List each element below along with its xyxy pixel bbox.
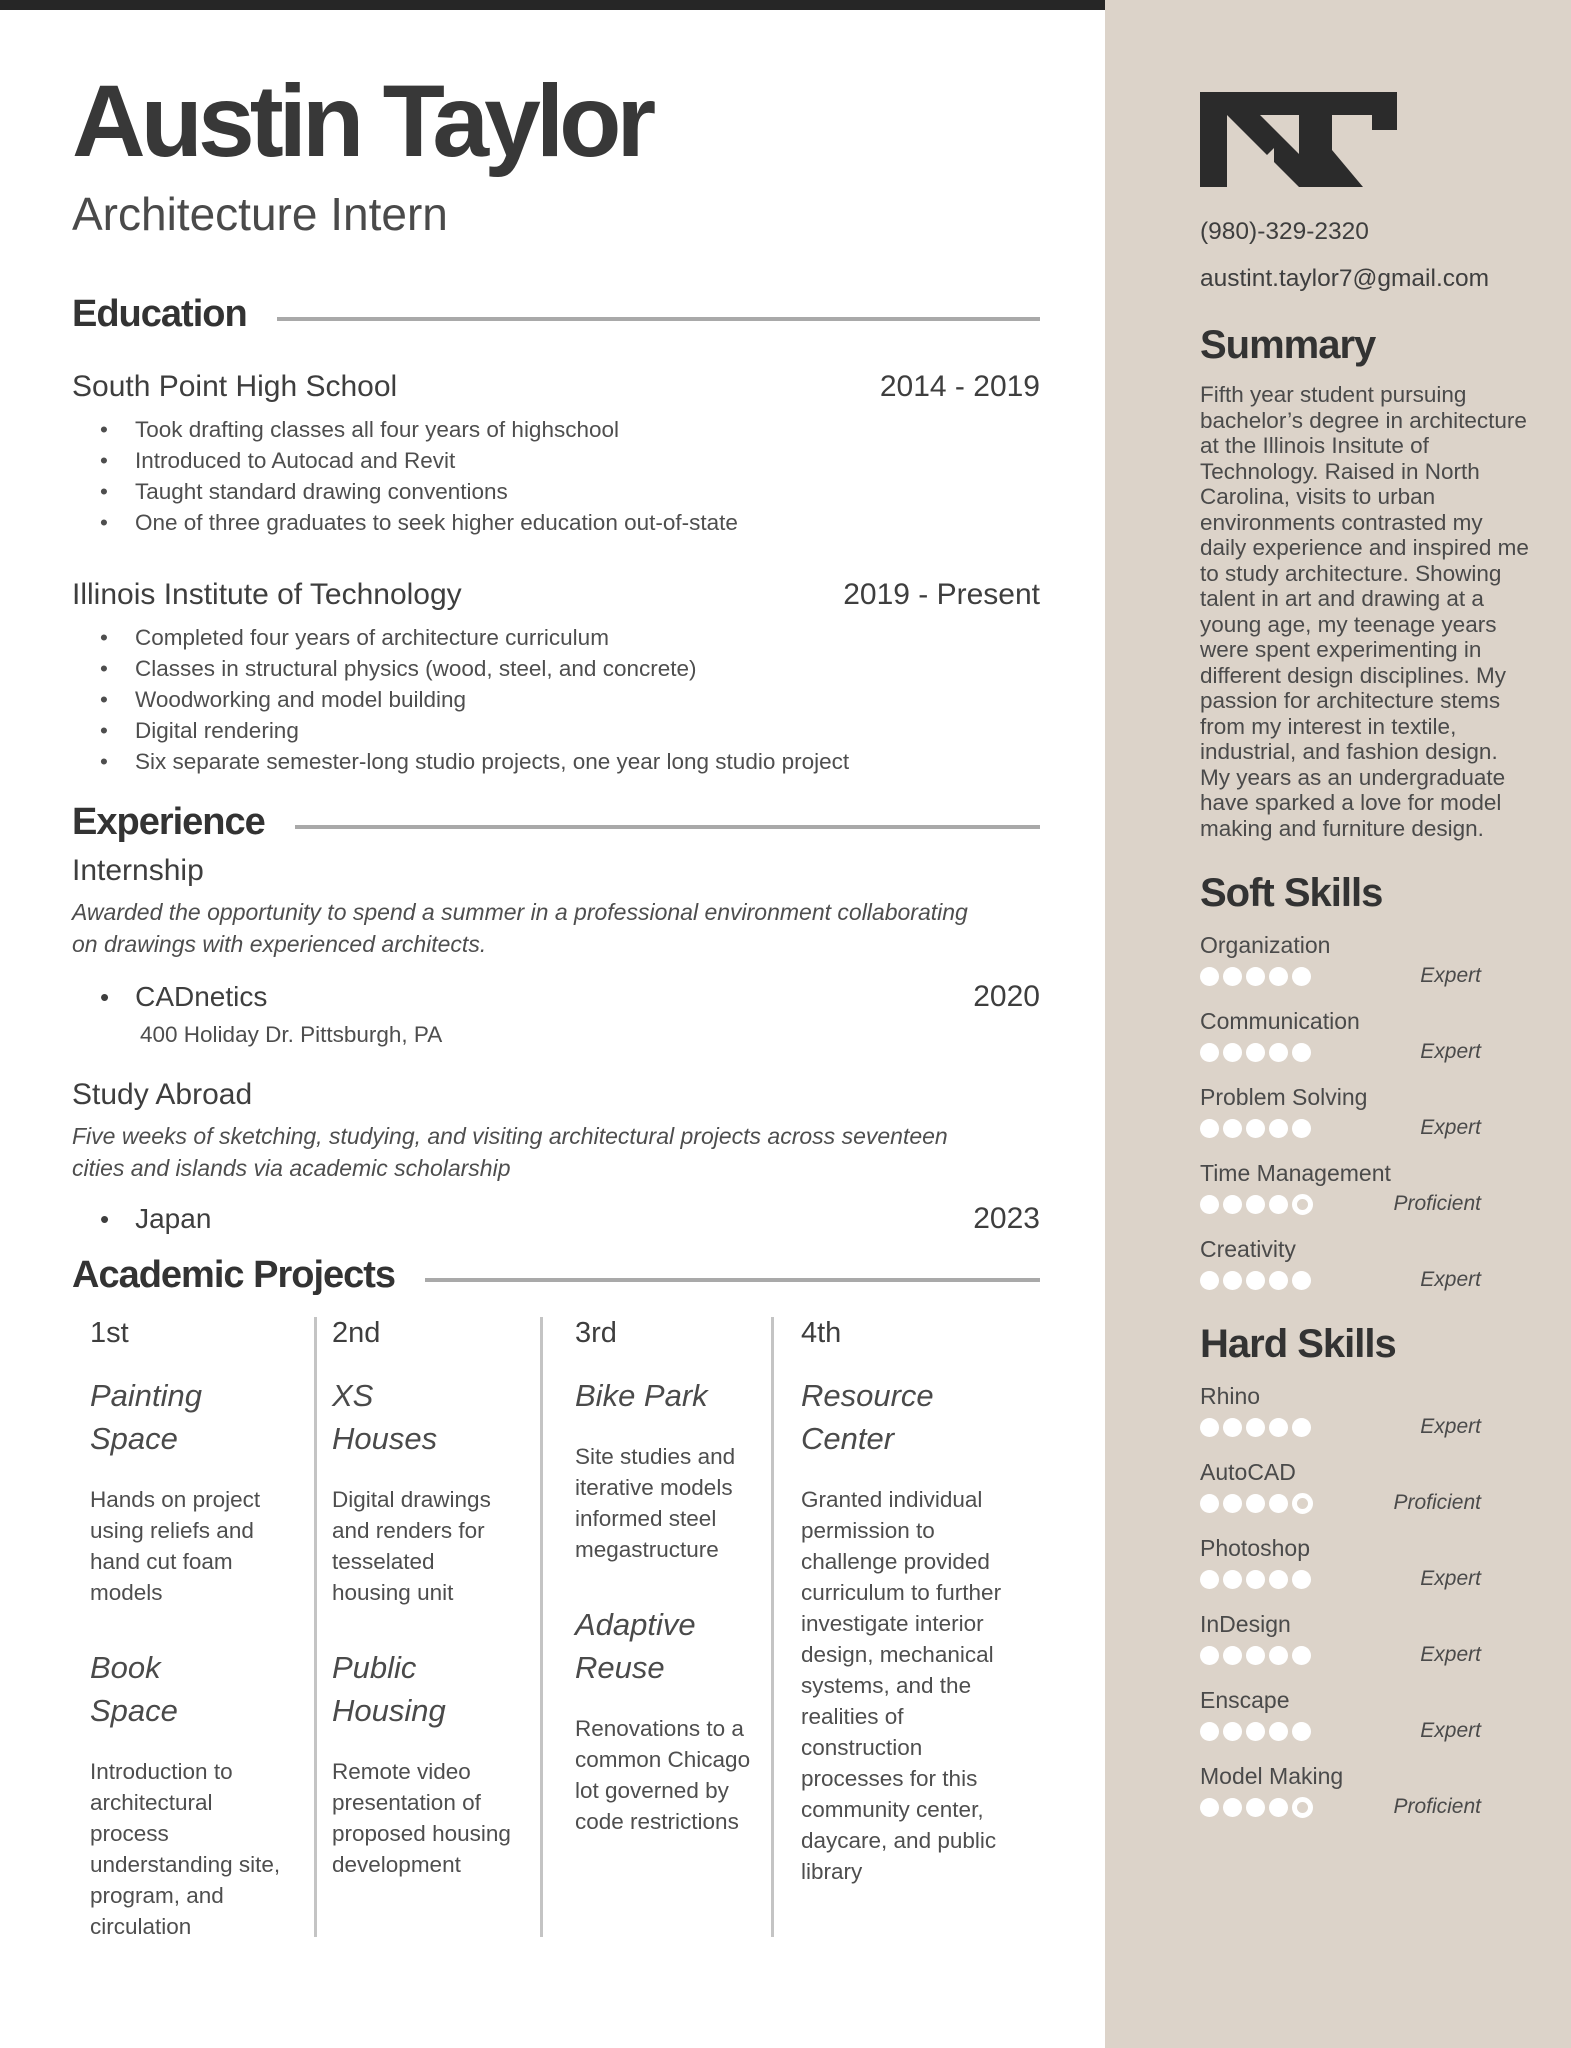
skill-name: AutoCAD xyxy=(1200,1459,1296,1485)
skill-level: Proficient xyxy=(1393,1491,1481,1514)
rating-dot-filled xyxy=(1223,1646,1242,1665)
experience-section xyxy=(72,801,1040,1236)
skill-item xyxy=(1200,1763,1531,1819)
at-monogram-logo xyxy=(1200,92,1400,188)
skill-dots xyxy=(1200,967,1315,986)
skill-item xyxy=(1200,932,1531,988)
rating-dot-filled xyxy=(1269,1494,1288,1513)
rating-dot-filled xyxy=(1200,1119,1219,1138)
education-bullet: • Introduced to Autocad and Revit xyxy=(72,445,1040,476)
rating-dot-filled xyxy=(1223,967,1242,986)
school-bullets xyxy=(72,414,1040,538)
experience-company-row xyxy=(72,1202,1040,1236)
project-column-3 xyxy=(543,1317,771,1957)
education-header xyxy=(72,293,1040,336)
summary-text: Fifth year student pursuing bachelor’s degree in architecture at the Illinois Insitute of Technology. Raised in North Carolina, visits to urban environments contrasted my daily experience and inspired me to study architecture. Showing talent in art and drawing at a young age, my teenage years were spent experimenting in different design disciplines. My passion for architecture stems from my interest in textile, industrial, and fashion design. My years as an undergraduate have sparked a love for model making and furniture design. xyxy=(1200,382,1529,841)
project-rank: 2nd xyxy=(332,1317,381,1350)
school-bullets xyxy=(72,622,1040,777)
project-columns xyxy=(72,1317,1040,1957)
skill-dots xyxy=(1200,1570,1315,1589)
skill-item xyxy=(1200,1084,1531,1140)
skill-meter xyxy=(1200,1116,1531,1140)
school-row xyxy=(72,370,1040,404)
experience-header xyxy=(72,801,1040,844)
skill-meter xyxy=(1200,964,1531,988)
rating-dot-filled xyxy=(1292,967,1311,986)
section-rule xyxy=(425,1278,1040,1282)
education-bullet: • Classes in structural physics (wood, steel, and concrete) xyxy=(72,653,1040,684)
rating-dot-filled xyxy=(1223,1418,1242,1437)
skill-dots xyxy=(1200,1194,1317,1215)
project-title: Public Housing xyxy=(332,1650,446,1729)
experience-summary: Awarded the opportunity to spend a summer in a professional environment collaborating on drawings with experienced architects. xyxy=(72,899,968,958)
project-description: Hands on project using reliefs and hand cut foam models xyxy=(90,1487,261,1606)
project-title: Resource Center xyxy=(801,1378,934,1457)
rating-dot-filled xyxy=(1269,1271,1288,1290)
skill-dots xyxy=(1200,1722,1315,1741)
rating-dot-filled xyxy=(1246,1195,1265,1214)
skill-level: Expert xyxy=(1420,1415,1481,1438)
rating-dot-filled xyxy=(1246,1570,1265,1589)
skill-name: Enscape xyxy=(1200,1687,1290,1713)
top-accent-bar xyxy=(0,0,1105,10)
rating-dot-filled xyxy=(1292,1570,1311,1589)
project-description: Renovations to a common Chicago lot governed by code restrictions xyxy=(575,1716,751,1835)
skill-level: Expert xyxy=(1420,1567,1481,1590)
skill-meter xyxy=(1200,1040,1531,1064)
skill-level: Proficient xyxy=(1393,1192,1481,1215)
rating-dot-filled xyxy=(1223,1043,1242,1062)
main-column xyxy=(0,10,1105,1957)
education-heading: Education xyxy=(72,293,247,336)
rating-dot-filled xyxy=(1200,1418,1219,1437)
rating-dot-filled xyxy=(1246,967,1265,986)
rating-dot-filled xyxy=(1246,1418,1265,1437)
skill-level: Expert xyxy=(1420,1116,1481,1139)
skill-level: Expert xyxy=(1420,1040,1481,1063)
section-rule xyxy=(295,825,1040,829)
company-name: CADnetics xyxy=(135,981,268,1013)
project-title: Adaptive Reuse xyxy=(575,1607,696,1686)
skill-item xyxy=(1200,1160,1531,1216)
education-bullet: • One of three graduates to seek higher education out-of-state xyxy=(72,507,1040,538)
project-description: Site studies and iterative models informed steel megastructure xyxy=(575,1444,736,1563)
academic-projects-heading: Academic Projects xyxy=(72,1254,396,1297)
skill-level: Expert xyxy=(1420,964,1481,987)
hard-skills-heading: Hard Skills xyxy=(1200,1322,1396,1366)
rating-dot-filled xyxy=(1200,1494,1219,1513)
summary-heading: Summary xyxy=(1200,323,1376,367)
bullet-marker: • xyxy=(100,982,110,1013)
email-address: austint.taylor7@gmail.com xyxy=(1200,265,1490,292)
skill-name: Rhino xyxy=(1200,1383,1261,1409)
school-name: Illinois Institute of Technology xyxy=(72,578,462,612)
rating-dot-filled xyxy=(1200,1195,1219,1214)
rating-dot-filled xyxy=(1223,1119,1242,1138)
phone-number: (980)-329-2320 xyxy=(1200,218,1369,245)
rating-dot-filled xyxy=(1269,1195,1288,1214)
project-description: Remote video presentation of proposed housing development xyxy=(332,1759,511,1878)
rating-dot-filled xyxy=(1246,1798,1265,1817)
education-bullet: • Taught standard drawing conventions xyxy=(72,476,1040,507)
rating-dot-filled xyxy=(1292,1722,1311,1741)
skill-dots xyxy=(1200,1119,1315,1138)
skill-dots xyxy=(1200,1797,1317,1818)
rating-dot-filled xyxy=(1292,1119,1311,1138)
rating-dot-filled xyxy=(1246,1271,1265,1290)
skill-dots xyxy=(1200,1271,1315,1290)
company-address: 400 Holiday Dr. Pittsburgh, PA xyxy=(140,1022,443,1048)
skill-level: Proficient xyxy=(1393,1795,1481,1818)
rating-dot-filled xyxy=(1269,1119,1288,1138)
job-title: Architecture Intern xyxy=(72,188,448,241)
project-rank: 4th xyxy=(801,1317,842,1350)
skill-level: Expert xyxy=(1420,1268,1481,1291)
rating-dot-filled xyxy=(1269,1798,1288,1817)
section-rule xyxy=(277,317,1040,321)
rating-dot-filled xyxy=(1200,1570,1219,1589)
rating-dot-filled xyxy=(1246,1722,1265,1741)
experience-role: Study Abroad xyxy=(72,1078,253,1112)
skill-meter xyxy=(1200,1795,1531,1819)
hard-skills-list xyxy=(1200,1383,1531,1819)
skill-item xyxy=(1200,1236,1531,1292)
rating-dot-filled xyxy=(1200,1043,1219,1062)
rating-dot-filled xyxy=(1246,1119,1265,1138)
company-name: Japan xyxy=(135,1203,212,1235)
skill-meter xyxy=(1200,1192,1531,1216)
academic-projects-header xyxy=(72,1254,1040,1297)
skill-meter xyxy=(1200,1567,1531,1591)
experience-date: 2023 xyxy=(973,1202,1040,1236)
education-section xyxy=(72,293,1040,777)
skill-level: Expert xyxy=(1420,1719,1481,1742)
rating-dot-filled xyxy=(1292,1271,1311,1290)
rating-dot-filled xyxy=(1269,1418,1288,1437)
project-description: Introduction to architectural process understanding site, program, and circulation xyxy=(90,1759,281,1940)
soft-skills-heading: Soft Skills xyxy=(1200,871,1383,915)
rating-dot-filled xyxy=(1223,1494,1242,1513)
project-column-1 xyxy=(72,1317,314,1957)
skill-item xyxy=(1200,1687,1531,1743)
project-rank: 3rd xyxy=(575,1317,617,1350)
experience-summary: Five weeks of sketching, studying, and visiting architectural projects across seventeen cities and islands via academic scholarship xyxy=(72,1123,948,1182)
experience-company-row xyxy=(72,980,1040,1014)
rating-dot-filled xyxy=(1223,1722,1242,1741)
rating-dot-empty xyxy=(1292,1797,1313,1818)
rating-dot-filled xyxy=(1292,1646,1311,1665)
rating-dot-empty xyxy=(1292,1493,1313,1514)
education-bullet: • Completed four years of architecture curriculum xyxy=(72,622,1040,653)
school-dates: 2019 - Present xyxy=(843,578,1040,612)
skill-dots xyxy=(1200,1646,1315,1665)
rating-dot-filled xyxy=(1200,967,1219,986)
rating-dot-filled xyxy=(1200,1722,1219,1741)
rating-dot-filled xyxy=(1246,1043,1265,1062)
skill-meter xyxy=(1200,1415,1531,1439)
skill-name: Creativity xyxy=(1200,1236,1296,1262)
rating-dot-filled xyxy=(1269,1722,1288,1741)
bullet-marker: • xyxy=(100,1204,110,1235)
skill-dots xyxy=(1200,1418,1315,1437)
education-bullet: • Six separate semester-long studio projects, one year long studio project xyxy=(72,746,1040,777)
skill-dots xyxy=(1200,1043,1315,1062)
project-title: XS Houses xyxy=(332,1378,438,1457)
skill-item xyxy=(1200,1535,1531,1591)
rating-dot-filled xyxy=(1200,1798,1219,1817)
skill-name: InDesign xyxy=(1200,1611,1291,1637)
skill-item xyxy=(1200,1383,1531,1439)
education-bullet: • Digital rendering xyxy=(72,715,1040,746)
rating-dot-filled xyxy=(1223,1271,1242,1290)
project-description: Digital drawings and renders for tesselated housing unit xyxy=(332,1487,491,1606)
project-title: Book Space xyxy=(90,1650,178,1729)
rating-dot-empty xyxy=(1292,1194,1313,1215)
person-name: Austin Taylor xyxy=(72,64,652,178)
experience-date: 2020 xyxy=(973,980,1040,1014)
skill-item xyxy=(1200,1611,1531,1667)
rating-dot-filled xyxy=(1269,1570,1288,1589)
rating-dot-filled xyxy=(1269,1043,1288,1062)
skill-name: Time Management xyxy=(1200,1160,1391,1186)
school-name: South Point High School xyxy=(72,370,398,404)
education-bullet: • Took drafting classes all four years of highschool xyxy=(72,414,1040,445)
school-row xyxy=(72,578,1040,612)
rating-dot-filled xyxy=(1269,967,1288,986)
skill-meter xyxy=(1200,1643,1531,1667)
rating-dot-filled xyxy=(1246,1646,1265,1665)
experience-heading: Experience xyxy=(72,801,265,844)
project-title: Bike Park xyxy=(575,1378,708,1414)
education-bullet: • Woodworking and model building xyxy=(72,684,1040,715)
skill-name: Problem Solving xyxy=(1200,1084,1368,1110)
rating-dot-filled xyxy=(1200,1271,1219,1290)
rating-dot-filled xyxy=(1223,1570,1242,1589)
rating-dot-filled xyxy=(1246,1494,1265,1513)
rating-dot-filled xyxy=(1200,1646,1219,1665)
skill-name: Organization xyxy=(1200,932,1331,958)
skill-item xyxy=(1200,1008,1531,1064)
skill-item xyxy=(1200,1459,1531,1515)
skill-level: Expert xyxy=(1420,1643,1481,1666)
skill-name: Photoshop xyxy=(1200,1535,1310,1561)
skill-name: Model Making xyxy=(1200,1763,1344,1789)
rating-dot-filled xyxy=(1223,1195,1242,1214)
experience-role: Internship xyxy=(72,854,204,888)
skill-meter xyxy=(1200,1268,1531,1292)
project-title: Painting Space xyxy=(90,1378,203,1457)
skill-meter xyxy=(1200,1719,1531,1743)
soft-skills-list xyxy=(1200,932,1531,1292)
project-column-4 xyxy=(774,1317,1026,1957)
skill-name: Communication xyxy=(1200,1008,1360,1034)
rating-dot-filled xyxy=(1292,1418,1311,1437)
rating-dot-filled xyxy=(1223,1798,1242,1817)
project-description: Granted individual permission to challenge provided curriculum to further investigate interior design, mechanical systems, and the realities of construction processes for this community center, daycare, and public library xyxy=(801,1487,1002,1885)
rating-dot-filled xyxy=(1269,1646,1288,1665)
academic-projects-section xyxy=(72,1254,1040,1957)
project-rank: 1st xyxy=(90,1317,129,1350)
rating-dot-filled xyxy=(1292,1043,1311,1062)
project-column-2 xyxy=(317,1317,540,1957)
skill-dots xyxy=(1200,1493,1317,1514)
skill-meter xyxy=(1200,1491,1531,1515)
sidebar xyxy=(1105,0,1571,2048)
school-dates: 2014 - 2019 xyxy=(879,370,1040,404)
